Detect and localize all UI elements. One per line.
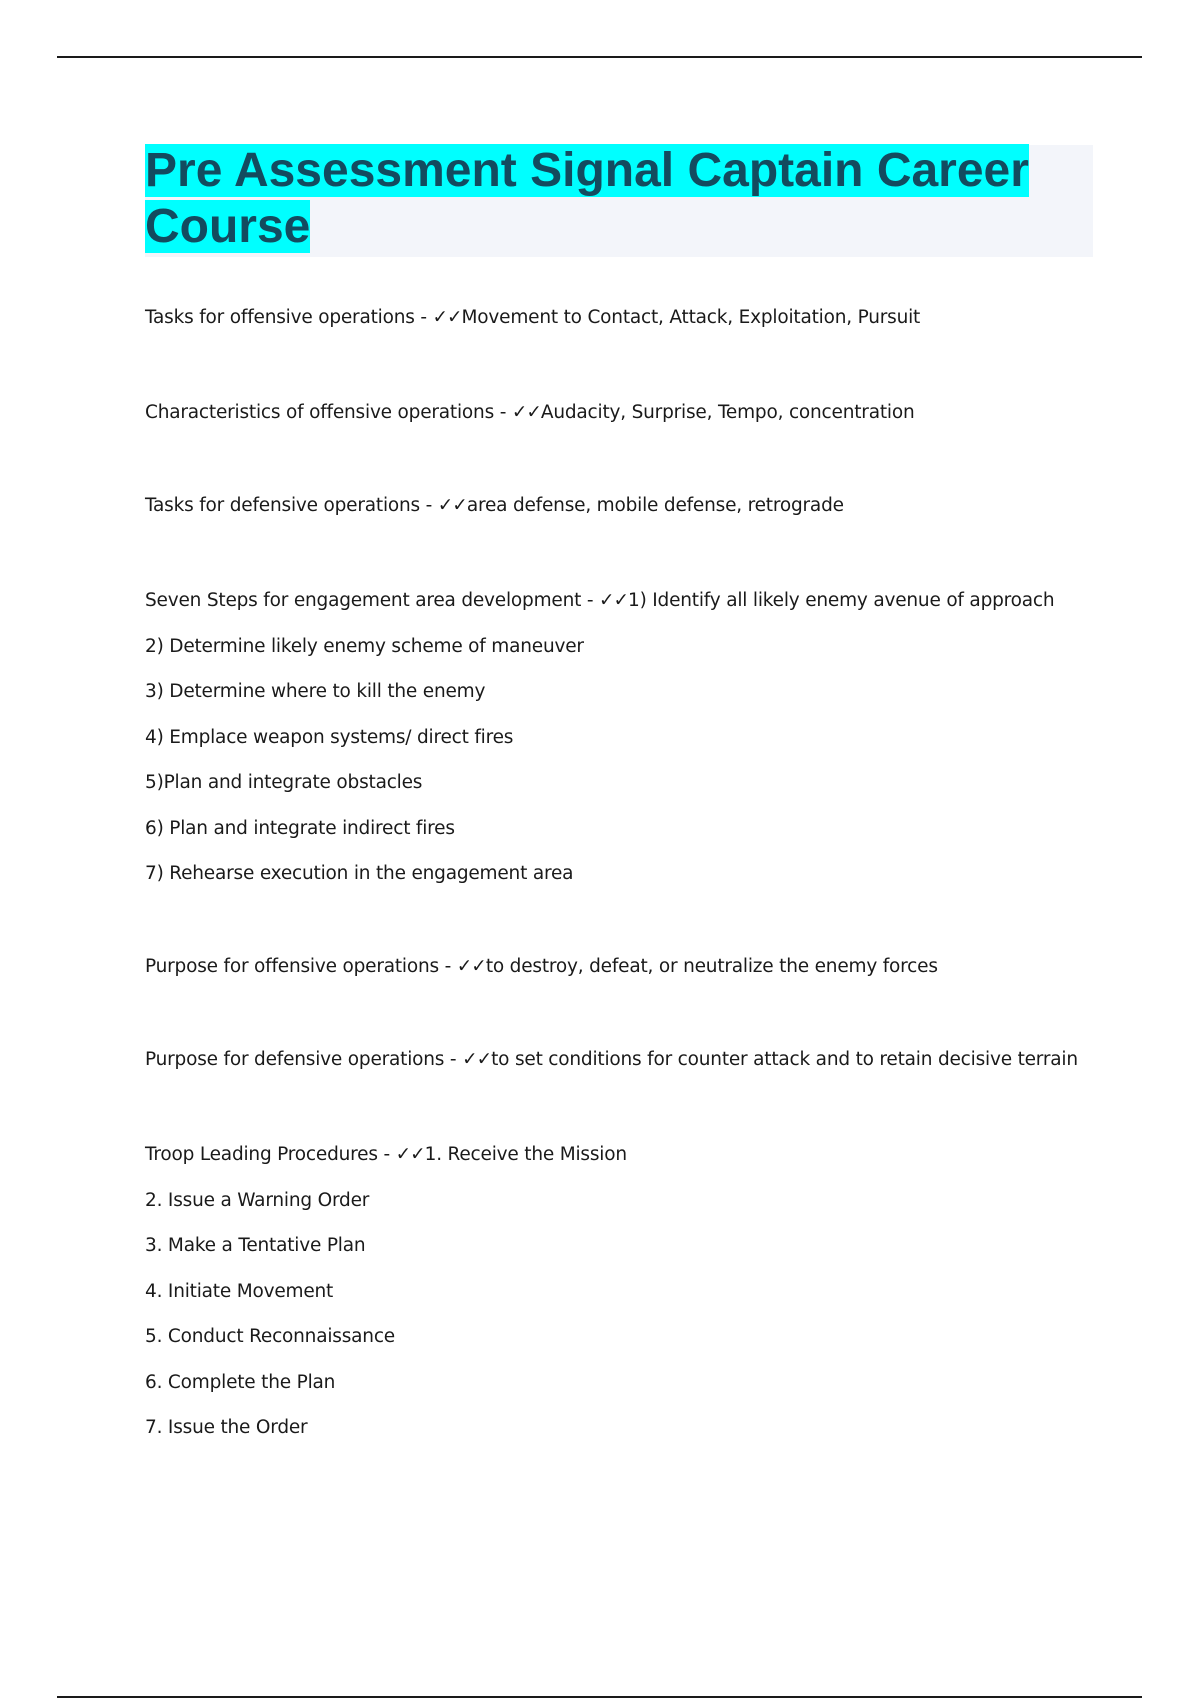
double-check-icon: ✓✓ [395,1144,425,1165]
answer-line [145,494,844,540]
answer-line: 6. Complete the Plan [145,1371,336,1393]
list-item [145,955,938,1001]
list-item [145,589,1054,908]
double-check-icon: ✓✓ [432,307,462,328]
double-check-icon: ✓✓ [462,1049,492,1070]
list-item [145,1048,1078,1094]
answer-line: 3. Make a Tentative Plan [145,1235,366,1256]
answer-line [145,1048,1078,1094]
answer-line: 5. Conduct Reconnaissance [145,1326,395,1347]
answer-text: to set conditions for counter attack and to retain decisive terrain [491,1049,1078,1070]
answer-text: Audacity, Surprise, Tempo, concentration [540,402,915,423]
double-check-icon: ✓✓ [437,495,467,516]
answer-line [145,955,938,1001]
answer-line: 7. Issue the Order [145,1417,308,1438]
answer-line [145,401,914,447]
answer-text: 1) Identify all likely enemy avenue of approach [628,590,1055,611]
answer-line: 4) Emplace weapon systems/ direct fires [145,726,514,748]
header-divider [57,56,1142,58]
list-item [145,401,914,447]
answer-line: 5)Plan and integrate obstacles [145,772,423,793]
question-text: Tasks for defensive operations - [145,495,438,516]
list-item [145,306,920,352]
answer-text: Movement to Contact, Attack, Exploitation, Pursuit [461,307,921,328]
double-check-icon: ✓✓ [599,590,629,611]
title-highlight: Pre Assessment Signal Captain Career Course [145,144,1029,253]
question-text: Purpose for offensive operations - [145,956,457,977]
answer-text: to destroy, defeat, or neutralize the enemy forces [485,956,938,977]
list-item [145,494,844,540]
answer-line: 7) Rehearse execution in the engagement area [145,863,574,884]
question-text: Seven Steps for engagement area development - [145,590,600,611]
footer-divider [57,1696,1142,1698]
question-text: Tasks for offensive operations - [145,307,433,328]
answer-line: 3) Determine where to kill the enemy [145,681,486,702]
page-title [145,143,1065,255]
answer-line [145,306,920,352]
list-item [145,1143,627,1462]
answer-line [145,1143,627,1189]
answer-line: 6) Plan and integrate indirect fires [145,817,455,839]
double-check-icon: ✓✓ [511,402,541,423]
double-check-icon: ✓✓ [456,956,486,977]
question-text: Purpose for defensive operations - [145,1049,463,1070]
question-text: Troop Leading Procedures - [145,1144,396,1165]
answer-line [145,589,1054,635]
answer-text: 1. Receive the Mission [424,1144,627,1165]
answer-line: 2. Issue a Warning Order [145,1189,370,1211]
answer-text: area defense, mobile defense, retrograde [466,495,844,516]
answer-line: 4. Initiate Movement [145,1280,334,1302]
answer-line: 2) Determine likely enemy scheme of maneuver [145,635,584,657]
question-text: Characteristics of offensive operations - [145,402,512,423]
